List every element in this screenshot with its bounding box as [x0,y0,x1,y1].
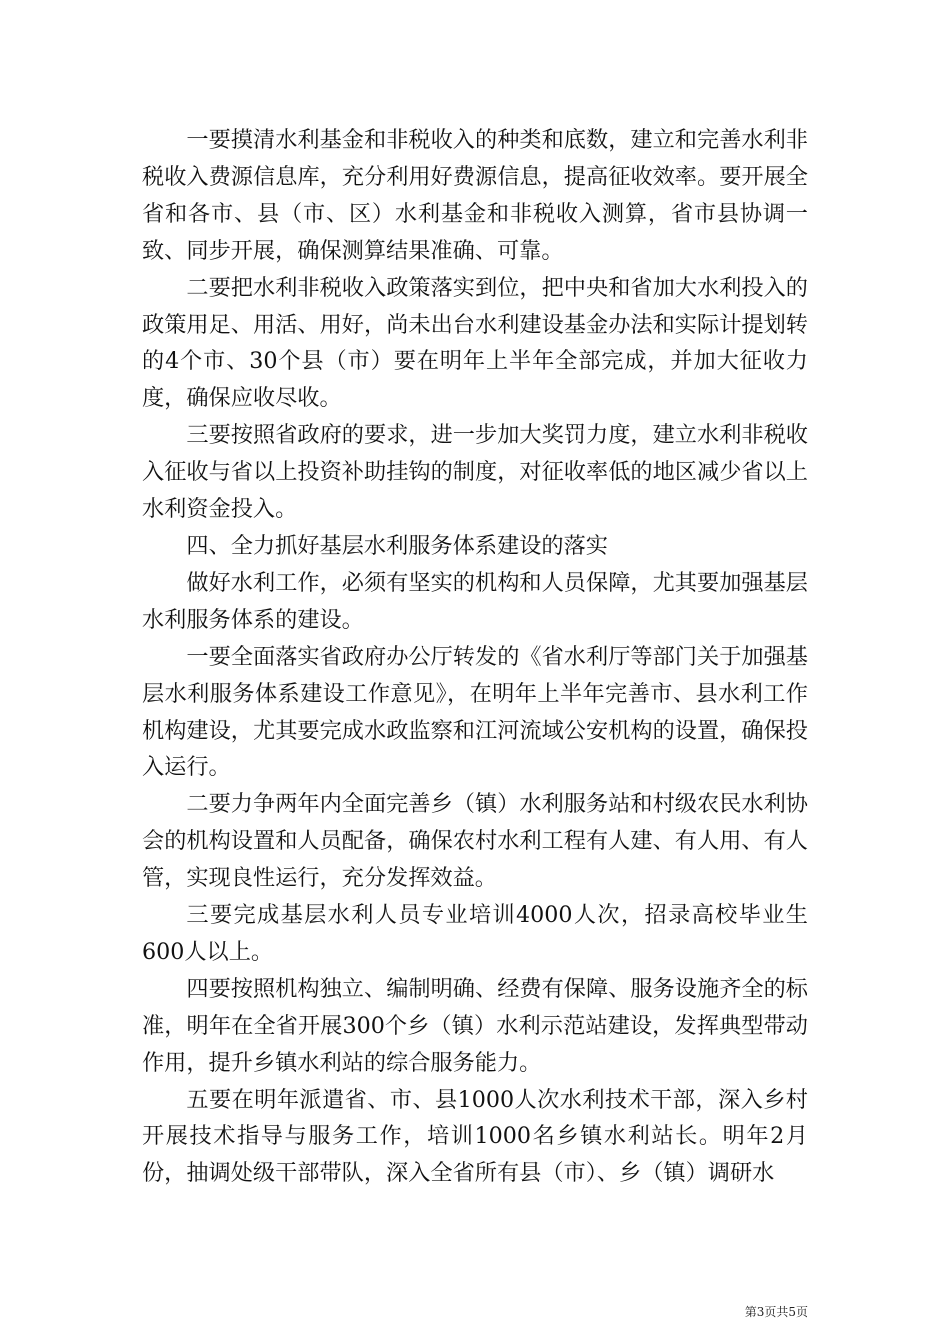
page-number-label: 第3页共5页 [744,1305,808,1319]
document-body [142,122,808,1192]
paragraph-5: 做好水利工作，必须有坚实的机构和人员保障，尤其要加强基层水利服务体系的建设。 [142,569,808,633]
paragraph-3: 三要按照省政府的要求，进一步加大奖罚力度，建立水利非税收入征收与省以上投资补助挂钩的制度，对征收率低的地区减少省以上水利资金投入。 [142,422,808,523]
paragraph-2: 二要把水利非税收入政策落实到位，把中央和省加大水利投入的政策用足、用活、用好，尚未出台水利建设基金办法和实际计提划转的4个市、30个县（市）要在明年上半年全部完成，并加大征收力度，确保应收尽收。 [142,274,808,412]
paragraph-1: 一要摸清水利基金和非税收入的种类和底数，建立和完善水利非税收入费源信息库，充分利用好费源信息，提高征收效率。要开展全省和各市、县（市、区）水利基金和非税收入测算，省市县协调一致、同步开展，确保测算结果准确、可靠。 [142,127,808,264]
paragraph-7: 二要力争两年内全面完善乡（镇）水利服务站和村级农民水利协会的机构设置和人员配备，确保农村水利工程有人建、有人用、有人管，实现良性运行，充分发挥效益。 [142,791,808,892]
paragraph-6: 一要全面落实省政府办公厅转发的《省水利厅等部门关于加强基层水利服务体系建设工作意见》，在明年上半年完善市、县水利工作机构建设，尤其要完成水政监察和江河流域公安机构的设置，确保投入运行。 [142,643,808,781]
paragraph-9: 四要按照机构独立、编制明确、经费有保障、服务设施齐全的标准，明年在全省开展300个乡（镇）水利示范站建设，发挥典型带动作用，提升乡镇水利站的综合服务能力。 [142,975,808,1076]
paragraph-8: 三要完成基层水利人员专业培训4000人次，招录高校毕业生600人以上。 [142,902,808,965]
paragraph-10: 五要在明年派遣省、市、县1000人次水利技术干部，深入乡村开展技术指导与服务工作，培训1000名乡镇水利站长。明年2月份，抽调处级干部带队，深入全省所有县（市）、乡（镇）调研水 [142,1086,808,1187]
section-heading: 四、全力抓好基层水利服务体系建设的落实 [186,532,608,559]
page-footer [718,1304,808,1320]
